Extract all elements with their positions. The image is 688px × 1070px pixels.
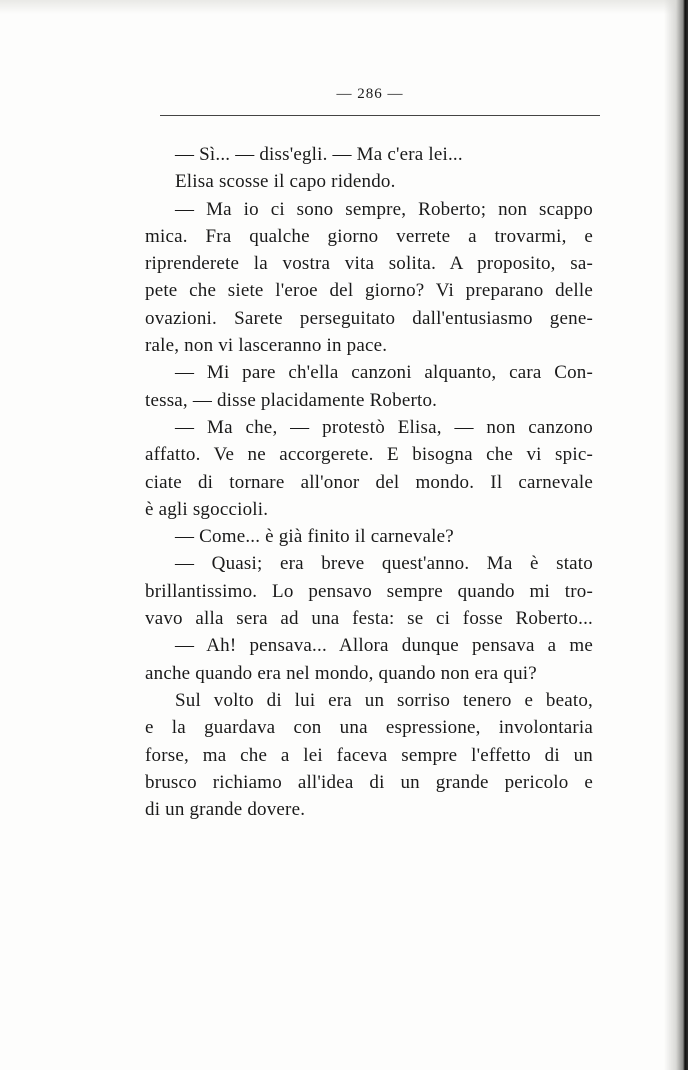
text-line: rale, non vi lasceranno in pace. [145, 335, 388, 357]
text-line: — Quasi; era breve quest'anno. Ma è stato [175, 553, 593, 575]
text-line: — Sì... — diss'egli. — Ma c'era lei... [175, 144, 463, 165]
text-line: vavo alla sera ad una festa: se ci fosse Roberto... [145, 608, 593, 630]
text-line: ciate di tornare all'onor del mondo. Il carnevale [145, 471, 593, 493]
text-line: affatto. Ve ne accorgerete. E bisogna che vi spic- [145, 444, 593, 466]
text-line: tessa, — disse placidamente Roberto. [145, 389, 438, 411]
book-spine-edge [664, 0, 688, 1070]
text-line: — Ah! pensava... Allora dunque pensava a me [175, 635, 593, 657]
text-line: di un grande dovere. [145, 799, 306, 821]
text-line: è agli sgoccioli. [145, 498, 269, 520]
text-line: Elisa scosse il capo ridendo. [175, 171, 396, 193]
text-line: mica. Fra qualche giorno verrete a trovarmi, e [145, 225, 593, 247]
text-line: — Mi pare ch'ella canzoni alquanto, cara Con- [175, 362, 593, 384]
text-line: — Ma che, — protestò Elisa, — non canzono [175, 416, 593, 438]
text-line: forse, ma che a lei faceva sempre l'effetto di un [145, 744, 593, 766]
text-line: riprenderete la vostra vita solita. A proposito, sa- [145, 253, 593, 275]
body-text [145, 141, 593, 823]
text-line: — Ma io ci sono sempre, Roberto; non scappo [175, 198, 593, 220]
text-line: ovazioni. Sarete perseguitato dall'entusiasmo gene- [145, 307, 593, 329]
text-line: brusco richiamo all'idea di un grande pericolo e [145, 771, 593, 793]
page-number: — 286 — [336, 86, 404, 102]
text-line: Sul volto di lui era un sorriso tenero e beato, [175, 689, 593, 711]
header-rule [160, 115, 600, 116]
text-line: brillantissimo. Lo pensavo sempre quando mi tro- [145, 580, 593, 602]
text-line: anche quando era nel mondo, quando non era qui? [145, 662, 537, 684]
text-line: pete che siete l'eroe del giorno? Vi preparano delle [145, 280, 593, 302]
page-top-shadow [0, 0, 688, 14]
text-line: e la guardava con una espressione, involontaria [145, 717, 593, 739]
text-line: — Come... è già finito il carnevale? [175, 526, 454, 548]
